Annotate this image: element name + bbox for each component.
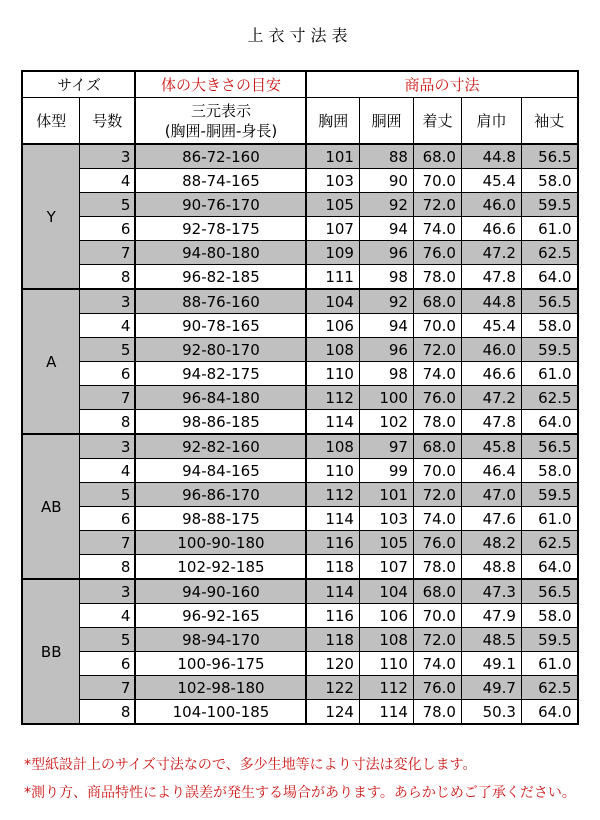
cell-shoulder: 47.0	[461, 483, 521, 507]
cell-waist: 106	[359, 604, 413, 628]
cell-size-no: 7	[79, 531, 135, 555]
cell-chest: 116	[306, 531, 359, 555]
table-row	[22, 193, 577, 217]
cell-three-size: 102-98-180	[135, 676, 306, 700]
cell-length: 76.0	[413, 531, 461, 555]
cell-length: 70.0	[413, 314, 461, 338]
cell-waist: 98	[359, 362, 413, 386]
cell-shoulder: 49.7	[461, 676, 521, 700]
cell-three-size: 94-90-160	[135, 579, 306, 604]
cell-shoulder: 49.1	[461, 652, 521, 676]
cell-waist: 98	[359, 265, 413, 290]
footnotes	[24, 751, 600, 807]
cell-shoulder: 48.8	[461, 555, 521, 580]
cell-length: 78.0	[413, 265, 461, 290]
cell-three-size: 92-80-170	[135, 338, 306, 362]
table-row	[22, 265, 577, 290]
table-row	[22, 700, 577, 725]
cell-length: 68.0	[413, 434, 461, 459]
cell-waist: 101	[359, 483, 413, 507]
cell-three-size: 104-100-185	[135, 700, 306, 725]
cell-waist: 110	[359, 652, 413, 676]
table-row	[22, 410, 577, 435]
col-header-chest: 胸囲	[306, 98, 359, 145]
cell-waist: 88	[359, 144, 413, 169]
cell-chest: 108	[306, 434, 359, 459]
cell-size-no: 4	[79, 169, 135, 193]
cell-sleeve: 62.5	[521, 531, 577, 555]
table-row	[22, 531, 577, 555]
table-row	[22, 676, 577, 700]
cell-chest: 108	[306, 338, 359, 362]
cell-sleeve: 59.5	[521, 338, 577, 362]
cell-shoulder: 50.3	[461, 700, 521, 725]
footnote-line: *型紙設計上のサイズ寸法なので、多少生地等により寸法は変化します。	[24, 757, 477, 773]
col-header-body-type: 体型	[22, 98, 79, 145]
cell-shoulder: 46.0	[461, 338, 521, 362]
cell-length: 78.0	[413, 555, 461, 580]
cell-length: 70.0	[413, 169, 461, 193]
table-row	[22, 628, 577, 652]
cell-sleeve: 62.5	[521, 386, 577, 410]
cell-chest: 111	[306, 265, 359, 290]
cell-chest: 110	[306, 362, 359, 386]
cell-length: 76.0	[413, 676, 461, 700]
cell-size-no: 8	[79, 410, 135, 435]
cell-sleeve: 59.5	[521, 483, 577, 507]
cell-body-type: BB	[22, 579, 79, 724]
cell-waist: 96	[359, 338, 413, 362]
cell-shoulder: 47.2	[461, 241, 521, 265]
cell-size-no: 8	[79, 555, 135, 580]
cell-length: 76.0	[413, 386, 461, 410]
cell-chest: 118	[306, 555, 359, 580]
cell-three-size: 98-88-175	[135, 507, 306, 531]
cell-shoulder: 46.6	[461, 217, 521, 241]
cell-size-no: 3	[79, 579, 135, 604]
cell-sleeve: 61.0	[521, 217, 577, 241]
col-header-size-no: 号数	[79, 98, 135, 145]
cell-chest: 105	[306, 193, 359, 217]
cell-shoulder: 44.8	[461, 144, 521, 169]
table-row	[22, 652, 577, 676]
table-row	[22, 386, 577, 410]
header-group-row	[22, 71, 577, 98]
footnote-line: *測り方、商品特性により誤差が発生する場合があります。あらかじめご了承ください。	[24, 785, 576, 801]
cell-sleeve: 61.0	[521, 652, 577, 676]
cell-chest: 110	[306, 459, 359, 483]
col-header-length: 着丈	[413, 98, 461, 145]
cell-length: 72.0	[413, 483, 461, 507]
cell-three-size: 94-84-165	[135, 459, 306, 483]
table-row	[22, 241, 577, 265]
cell-sleeve: 56.5	[521, 434, 577, 459]
cell-size-no: 7	[79, 676, 135, 700]
cell-waist: 112	[359, 676, 413, 700]
cell-sleeve: 59.5	[521, 193, 577, 217]
cell-size-no: 7	[79, 241, 135, 265]
cell-chest: 104	[306, 289, 359, 314]
cell-chest: 120	[306, 652, 359, 676]
table-row	[22, 289, 577, 314]
header-product-group: 商品の寸法	[306, 71, 577, 98]
cell-waist: 100	[359, 386, 413, 410]
cell-three-size: 88-76-160	[135, 289, 306, 314]
cell-size-no: 5	[79, 193, 135, 217]
table-row	[22, 483, 577, 507]
cell-size-no: 6	[79, 507, 135, 531]
cell-three-size: 96-92-165	[135, 604, 306, 628]
cell-three-size: 100-96-175	[135, 652, 306, 676]
cell-length: 74.0	[413, 507, 461, 531]
cell-three-size: 86-72-160	[135, 144, 306, 169]
cell-shoulder: 47.8	[461, 265, 521, 290]
col-header-three-size-line1: 三元表示	[190, 101, 251, 120]
cell-size-no: 8	[79, 265, 135, 290]
cell-chest: 112	[306, 386, 359, 410]
table-row	[22, 314, 577, 338]
cell-three-size: 94-82-175	[135, 362, 306, 386]
cell-three-size: 88-74-165	[135, 169, 306, 193]
cell-waist: 102	[359, 410, 413, 435]
cell-chest: 106	[306, 314, 359, 338]
table-row	[22, 507, 577, 531]
size-table-header	[22, 71, 577, 144]
cell-length: 68.0	[413, 144, 461, 169]
cell-three-size: 90-78-165	[135, 314, 306, 338]
cell-size-no: 6	[79, 652, 135, 676]
cell-waist: 92	[359, 289, 413, 314]
cell-waist: 104	[359, 579, 413, 604]
cell-sleeve: 58.0	[521, 604, 577, 628]
cell-sleeve: 58.0	[521, 314, 577, 338]
cell-waist: 103	[359, 507, 413, 531]
cell-length: 74.0	[413, 217, 461, 241]
cell-length: 70.0	[413, 459, 461, 483]
cell-sleeve: 58.0	[521, 169, 577, 193]
cell-length: 76.0	[413, 241, 461, 265]
cell-chest: 114	[306, 507, 359, 531]
cell-chest: 124	[306, 700, 359, 725]
cell-sleeve: 64.0	[521, 700, 577, 725]
table-row	[22, 579, 577, 604]
cell-chest: 112	[306, 483, 359, 507]
table-row	[22, 169, 577, 193]
cell-size-no: 6	[79, 217, 135, 241]
cell-chest: 114	[306, 410, 359, 435]
cell-shoulder: 47.9	[461, 604, 521, 628]
cell-size-no: 6	[79, 362, 135, 386]
cell-three-size: 100-90-180	[135, 531, 306, 555]
col-header-shoulder: 肩巾	[461, 98, 521, 145]
cell-body-type: A	[22, 289, 79, 434]
col-header-waist: 胴囲	[359, 98, 413, 145]
cell-length: 68.0	[413, 289, 461, 314]
cell-three-size: 90-76-170	[135, 193, 306, 217]
cell-shoulder: 45.4	[461, 169, 521, 193]
cell-size-no: 5	[79, 628, 135, 652]
cell-length: 78.0	[413, 700, 461, 725]
cell-size-no: 4	[79, 604, 135, 628]
cell-three-size: 96-84-180	[135, 386, 306, 410]
cell-sleeve: 62.5	[521, 676, 577, 700]
cell-length: 70.0	[413, 604, 461, 628]
cell-shoulder: 45.4	[461, 314, 521, 338]
cell-sleeve: 56.5	[521, 144, 577, 169]
header-size-group: サイズ	[22, 71, 135, 98]
cell-chest: 116	[306, 604, 359, 628]
table-row	[22, 217, 577, 241]
cell-body-type: Y	[22, 144, 79, 289]
cell-waist: 94	[359, 217, 413, 241]
cell-length: 72.0	[413, 338, 461, 362]
cell-sleeve: 61.0	[521, 507, 577, 531]
cell-shoulder: 46.0	[461, 193, 521, 217]
cell-length: 72.0	[413, 628, 461, 652]
table-row	[22, 555, 577, 580]
col-header-sleeve: 袖丈	[521, 98, 577, 145]
cell-chest: 122	[306, 676, 359, 700]
size-table	[21, 70, 578, 725]
cell-sleeve: 58.0	[521, 459, 577, 483]
cell-size-no: 8	[79, 700, 135, 725]
cell-shoulder: 47.2	[461, 386, 521, 410]
cell-chest: 118	[306, 628, 359, 652]
cell-length: 74.0	[413, 652, 461, 676]
cell-size-no: 7	[79, 386, 135, 410]
cell-shoulder: 48.2	[461, 531, 521, 555]
cell-size-no: 5	[79, 483, 135, 507]
cell-length: 72.0	[413, 193, 461, 217]
cell-size-no: 3	[79, 434, 135, 459]
cell-shoulder: 46.6	[461, 362, 521, 386]
table-row	[22, 604, 577, 628]
cell-size-no: 3	[79, 144, 135, 169]
cell-waist: 94	[359, 314, 413, 338]
cell-shoulder: 47.6	[461, 507, 521, 531]
cell-shoulder: 47.3	[461, 579, 521, 604]
cell-chest: 101	[306, 144, 359, 169]
header-column-row	[22, 98, 577, 145]
cell-three-size: 94-80-180	[135, 241, 306, 265]
cell-sleeve: 64.0	[521, 555, 577, 580]
cell-length: 78.0	[413, 410, 461, 435]
size-table-body	[22, 144, 577, 724]
cell-length: 74.0	[413, 362, 461, 386]
table-row	[22, 144, 577, 169]
cell-body-type: AB	[22, 434, 79, 579]
col-header-three-size-line2: (胸囲-胴囲-身長)	[164, 121, 278, 140]
table-row	[22, 362, 577, 386]
cell-size-no: 4	[79, 314, 135, 338]
cell-chest: 114	[306, 579, 359, 604]
cell-sleeve: 64.0	[521, 265, 577, 290]
cell-sleeve: 56.5	[521, 579, 577, 604]
cell-length: 68.0	[413, 579, 461, 604]
cell-shoulder: 47.8	[461, 410, 521, 435]
cell-size-no: 5	[79, 338, 135, 362]
cell-shoulder: 46.4	[461, 459, 521, 483]
cell-waist: 90	[359, 169, 413, 193]
cell-three-size: 92-82-160	[135, 434, 306, 459]
cell-size-no: 3	[79, 289, 135, 314]
cell-shoulder: 44.8	[461, 289, 521, 314]
cell-sleeve: 62.5	[521, 241, 577, 265]
cell-waist: 105	[359, 531, 413, 555]
cell-three-size: 98-94-170	[135, 628, 306, 652]
cell-sleeve: 64.0	[521, 410, 577, 435]
cell-waist: 96	[359, 241, 413, 265]
cell-waist: 108	[359, 628, 413, 652]
cell-waist: 92	[359, 193, 413, 217]
cell-waist: 97	[359, 434, 413, 459]
cell-shoulder: 45.8	[461, 434, 521, 459]
col-header-three-size	[135, 98, 306, 145]
cell-waist: 99	[359, 459, 413, 483]
table-row	[22, 459, 577, 483]
table-row	[22, 434, 577, 459]
cell-sleeve: 59.5	[521, 628, 577, 652]
cell-three-size: 96-82-185	[135, 265, 306, 290]
cell-three-size: 102-92-185	[135, 555, 306, 580]
cell-three-size: 98-86-185	[135, 410, 306, 435]
cell-size-no: 4	[79, 459, 135, 483]
cell-chest: 103	[306, 169, 359, 193]
cell-chest: 109	[306, 241, 359, 265]
cell-sleeve: 56.5	[521, 289, 577, 314]
page-title: 上衣寸法表	[247, 26, 353, 45]
cell-three-size: 92-78-175	[135, 217, 306, 241]
cell-three-size: 96-86-170	[135, 483, 306, 507]
cell-chest: 107	[306, 217, 359, 241]
cell-waist: 114	[359, 700, 413, 725]
cell-waist: 107	[359, 555, 413, 580]
cell-shoulder: 48.5	[461, 628, 521, 652]
cell-sleeve: 61.0	[521, 362, 577, 386]
header-body-guide-group: 体の大きさの目安	[135, 71, 306, 98]
table-row	[22, 338, 577, 362]
